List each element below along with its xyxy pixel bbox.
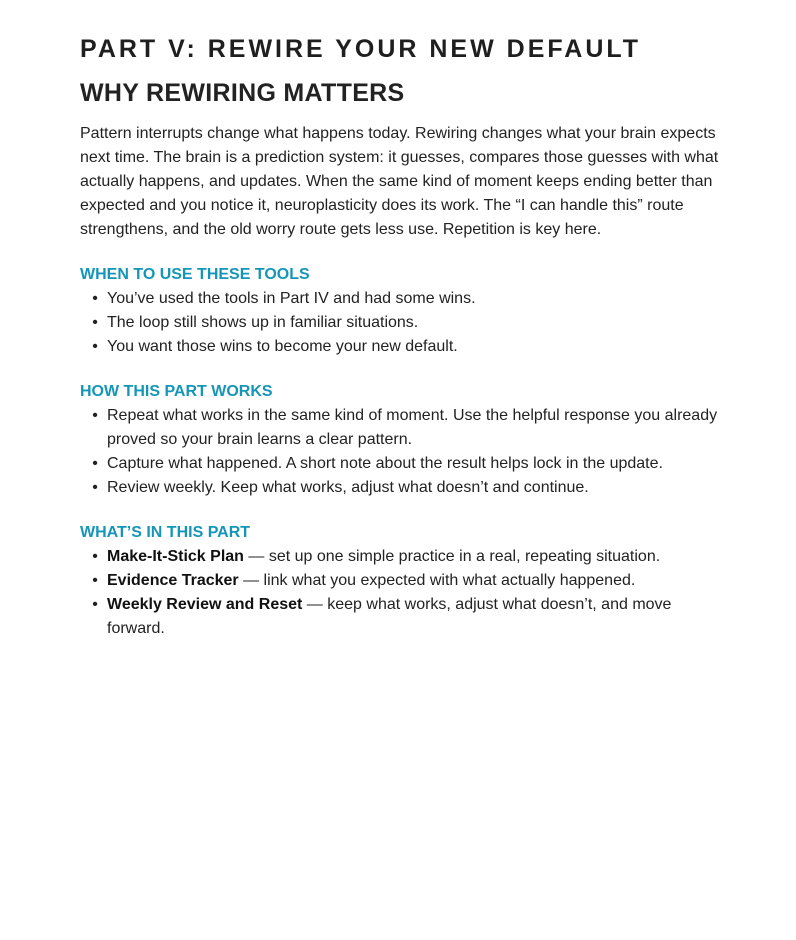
bullet-icon: • [92, 314, 98, 331]
list-item [92, 476, 725, 500]
bullet-icon: • [92, 455, 98, 472]
how-heading: HOW THIS PART WORKS [80, 383, 273, 400]
list-item [92, 545, 725, 569]
how-list [80, 404, 725, 500]
when-list [80, 287, 725, 359]
list-item [92, 452, 725, 476]
bullet-icon: • [92, 479, 98, 496]
bullet-icon: • [92, 548, 98, 565]
intro-paragraph: Pattern interrupts change what happens today. Rewiring changes what your brain expects next time. The brain is a prediction system: it guesses, compares those guesses with what actually happens, and updates. When the same kind of moment keeps ending better than expected and you notice it, neuroplasticity does its work. The “I can handle this” route strengthens, and the old worry route gets less use. Repetition is key here. [80, 125, 719, 238]
list-item-text: You want those wins to become your new default. [107, 338, 458, 355]
tool-name: Make-It-Stick Plan [107, 548, 244, 565]
list-item-text: The loop still shows up in familiar situations. [107, 314, 419, 331]
whats-in-list [80, 545, 725, 641]
list-item [92, 311, 725, 335]
tool-description: — link what you expected with what actually happened. [238, 572, 636, 589]
list-item [92, 287, 725, 311]
list-item [92, 335, 725, 359]
tool-name: Weekly Review and Reset [107, 596, 303, 613]
part-title: PART V: REWIRE YOUR NEW DEFAULT [80, 35, 642, 63]
tool-description: — set up one simple practice in a real, repeating situation. [243, 548, 661, 565]
tool-description: — keep what works, adjust what doesn’t, and move forward. [107, 596, 672, 637]
whats-in-heading: WHAT’S IN THIS PART [80, 524, 251, 541]
bullet-icon: • [92, 290, 98, 307]
list-item [92, 593, 725, 641]
bullet-icon: • [92, 407, 98, 424]
list-item-text: Repeat what works in the same kind of moment. Use the helpful response you already proved so your brain learns a clear pattern. [107, 407, 718, 448]
how-section [80, 380, 725, 500]
tool-name: Evidence Tracker [107, 572, 239, 589]
list-item [92, 404, 725, 452]
list-item-text: You’ve used the tools in Part IV and had some wins. [107, 290, 476, 307]
document-page [80, 0, 725, 641]
when-heading: WHEN TO USE THESE TOOLS [80, 266, 310, 283]
list-item-text: Capture what happened. A short note about the result helps lock in the update. [107, 455, 663, 472]
bullet-icon: • [92, 338, 98, 355]
bullet-icon: • [92, 596, 98, 613]
bullet-icon: • [92, 572, 98, 589]
list-item [92, 569, 725, 593]
list-item-text: Review weekly. Keep what works, adjust what doesn’t and continue. [107, 479, 589, 496]
section-title: WHY REWIRING MATTERS [80, 79, 405, 107]
when-section [80, 263, 725, 359]
whats-in-section [80, 521, 725, 641]
